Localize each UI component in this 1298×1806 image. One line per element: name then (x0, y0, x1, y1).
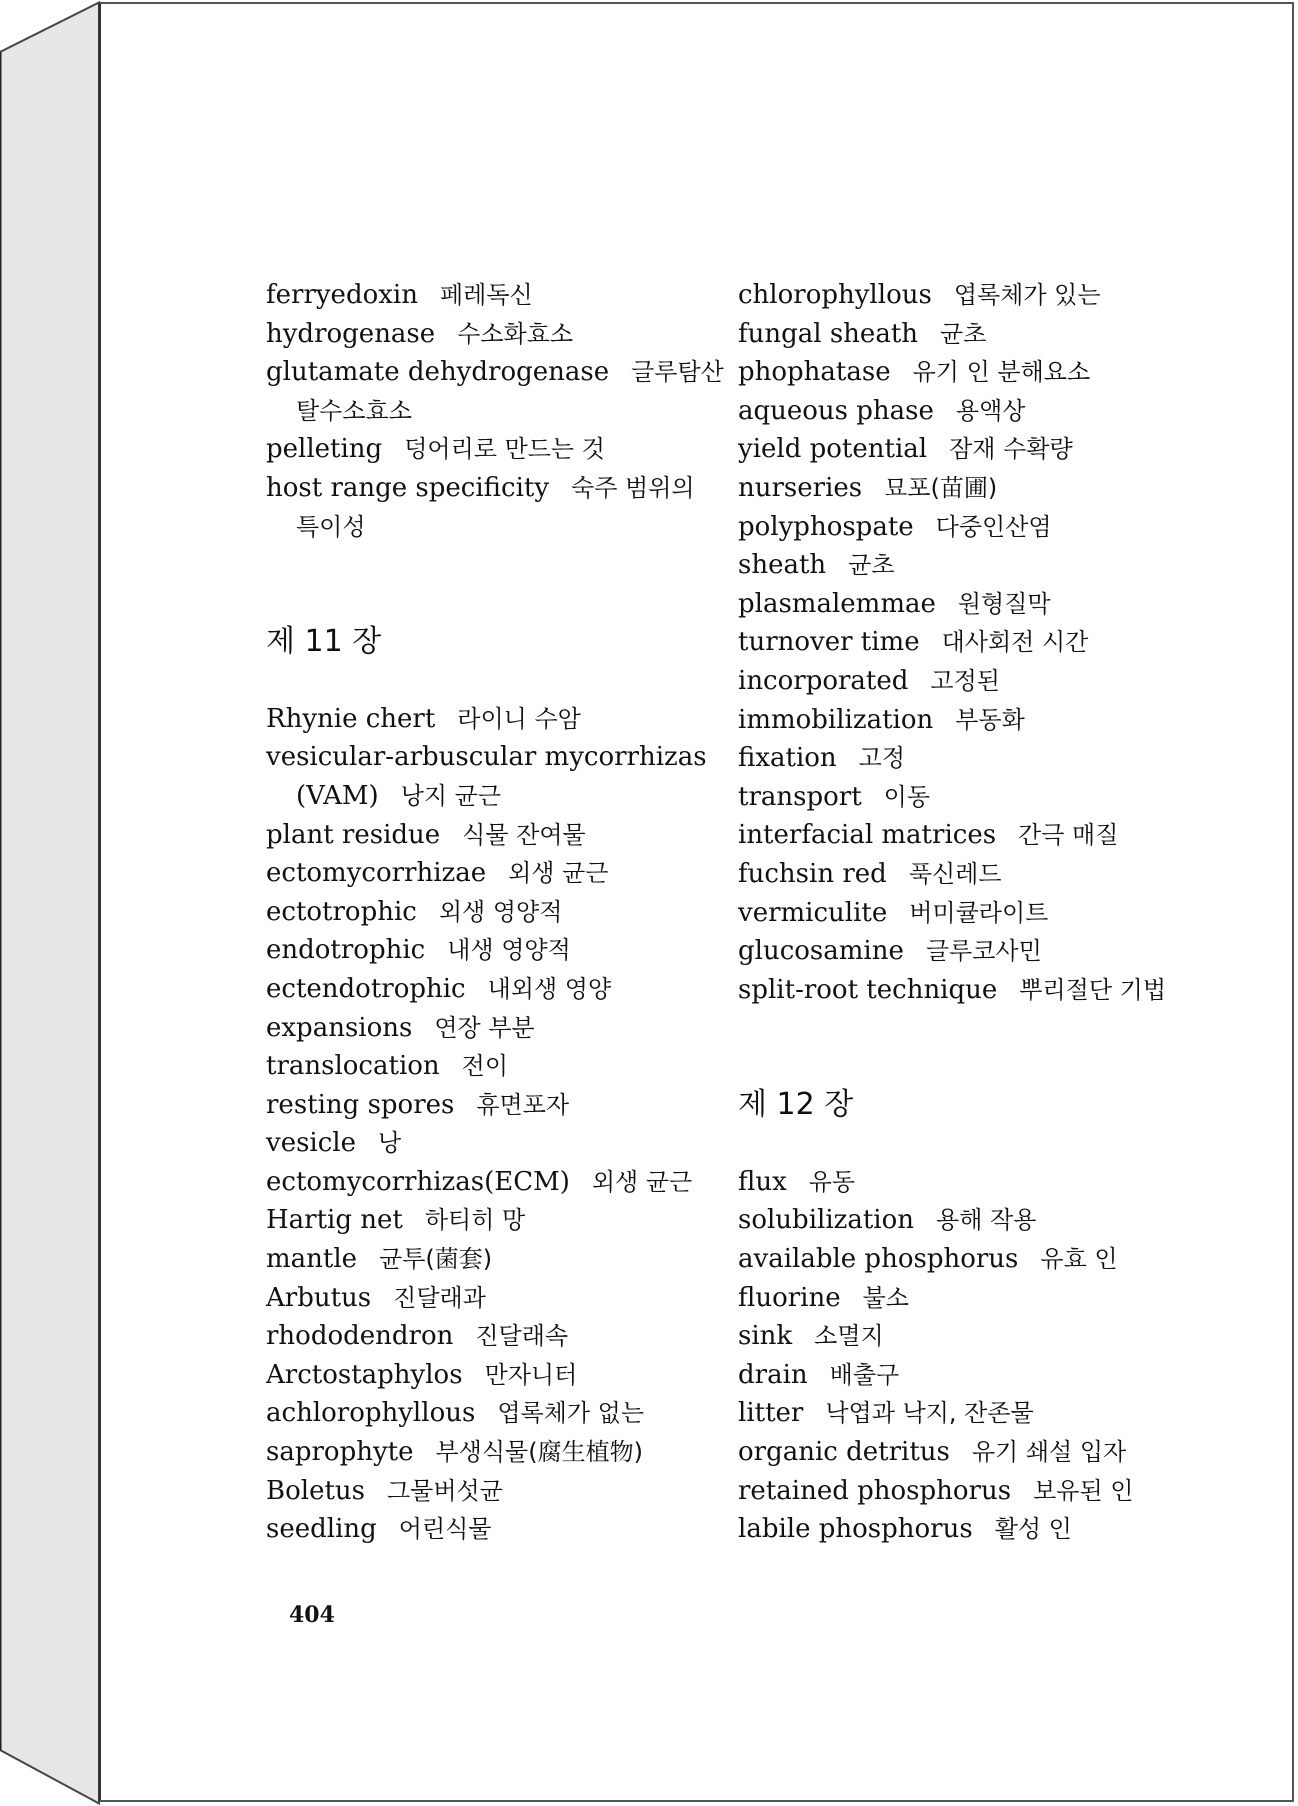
glossary-entry (266, 1472, 706, 1511)
entry-term: plasmalemmae (738, 588, 936, 619)
glossary-entry (738, 469, 1178, 508)
entry-korean: 엽록체가 없는 (497, 1399, 645, 1428)
glossary-entry (266, 1356, 706, 1395)
entry-korean: 용액상 (955, 396, 1026, 425)
entry-term: rhododendron (266, 1321, 454, 1352)
entry-term: Arbutus (266, 1282, 372, 1313)
entry-korean: 내외생 영양 (487, 974, 612, 1003)
entry-term: transport (738, 781, 862, 812)
glossary-entry (738, 971, 1178, 1010)
entry-korean: 배출구 (829, 1360, 900, 1389)
glossary-entry (738, 1240, 1178, 1279)
glossary-entry (266, 1086, 706, 1125)
entry-term: litter (738, 1398, 804, 1429)
entry-term: organic detritus (738, 1437, 950, 1468)
glossary-entry (266, 700, 706, 739)
right-top-entries (738, 276, 1178, 1009)
glossary-entry (266, 1163, 706, 1202)
entry-korean: 진달래속 (475, 1322, 569, 1351)
chapter-12-heading: 제 12 장 (738, 1087, 854, 1123)
glossary-entry (738, 1317, 1178, 1356)
entry-term: fungal sheath (738, 318, 919, 349)
entry-term: yield potential (738, 434, 928, 465)
glossary-entry (738, 894, 1178, 933)
entry-term: achlorophyllous (266, 1398, 476, 1429)
entry-term: sink (738, 1321, 793, 1352)
entry-term: (VAM) (296, 780, 379, 811)
entry-korean: 대사회전 시간 (941, 628, 1089, 657)
entry-term: fluorine (738, 1282, 841, 1313)
entry-korean: 식물 잔여물 (462, 820, 586, 849)
entry-korean: 덩어리로 만드는 것 (404, 435, 605, 464)
entry-term: Arctostaphylos (266, 1359, 463, 1390)
entry-term: glutamate dehydrogenase (266, 357, 610, 388)
glossary-entry (266, 854, 706, 893)
entry-term: aqueous phase (738, 395, 934, 426)
entry-term: fixation (738, 743, 837, 774)
page-number: 404 (289, 1602, 335, 1628)
glossary-entry (738, 778, 1178, 817)
glossary-entry (266, 893, 706, 932)
entry-korean: 그물버섯균 (387, 1476, 503, 1505)
entry-term: glucosamine (738, 936, 904, 967)
entry-korean: 묘포(苗圃) (884, 473, 998, 502)
glossary-entry (266, 1394, 706, 1433)
entry-korean: 원형질막 (957, 589, 1051, 618)
glossary-entry (738, 1201, 1178, 1240)
glossary-entry (738, 1510, 1178, 1549)
entry-term: ferryedoxin (266, 280, 418, 310)
entry-korean: 고정 (858, 744, 906, 773)
entry-term: drain (738, 1359, 808, 1390)
entry-term: interfacial matrices (738, 820, 997, 851)
entry-korean: 유효 인 (1040, 1245, 1118, 1274)
entry-term: plant residue (266, 819, 441, 850)
entry-korean: 외생 균근 (591, 1167, 693, 1196)
entry-korean: 휴면포자 (476, 1090, 570, 1119)
chapter-11-entries (266, 700, 706, 1549)
entry-term: seedling (266, 1514, 377, 1545)
right-column (738, 276, 1178, 1549)
entry-term: ectendotrophic (266, 973, 466, 1004)
entry-korean: 유동 (808, 1167, 856, 1196)
entry-korean: 뿌리절단 기법 (1019, 975, 1167, 1004)
entry-term: expansions (266, 1012, 413, 1043)
entry-korean: 하티히 망 (424, 1206, 526, 1235)
glossary-entry (738, 1279, 1178, 1318)
entry-korean: 균초 (940, 319, 987, 348)
glossary-entry (266, 276, 706, 315)
glossary-entry (738, 392, 1178, 431)
entry-korean: 부생식물(腐生植物) (435, 1438, 643, 1467)
glossary-entry (266, 1009, 706, 1048)
entry-korean: 내생 영양적 (447, 936, 571, 965)
left-top-entries (266, 276, 724, 546)
entry-korean: 특이성 (296, 512, 366, 541)
entry-term: translocation (266, 1051, 440, 1082)
entry-term: incorporated (738, 665, 909, 696)
glossary-entry (738, 546, 1178, 585)
glossary-entry (738, 855, 1178, 894)
entry-korean: 소멸지 (814, 1322, 884, 1351)
entry-korean: 전이 (461, 1052, 509, 1081)
entry-term: vesicle (266, 1128, 356, 1159)
entry-korean: 엽록체가 있는 (953, 281, 1101, 309)
glossary-entry (266, 738, 706, 777)
entry-term: ectomycorrhizas(ECM) (266, 1166, 570, 1197)
glossary-entry (266, 1240, 706, 1279)
entry-term: available phosphorus (738, 1244, 1019, 1275)
entry-term: Boletus (266, 1475, 365, 1506)
entry-continuation (266, 508, 706, 547)
chapter-11-heading: 제 11 장 (266, 624, 382, 660)
entry-korean: 활성 인 (994, 1515, 1072, 1544)
entry-term: split-root technique (738, 974, 998, 1005)
glossary-entry (738, 1356, 1178, 1395)
glossary-entry (266, 1433, 706, 1472)
entry-korean: 불소 (862, 1283, 909, 1312)
glossary-entry (266, 970, 706, 1009)
entry-korean: 글루코사민 (925, 937, 1042, 966)
entry-term: labile phosphorus (738, 1514, 973, 1545)
entry-korean: 다중인산염 (935, 512, 1052, 541)
entry-term: Hartig net (266, 1205, 403, 1236)
glossary-entry (266, 1047, 706, 1086)
entry-korean: 외생 영양적 (438, 897, 563, 926)
glossary-entry (738, 701, 1178, 740)
entry-term: retained phosphorus (738, 1475, 1012, 1506)
entry-term: sheath (738, 550, 827, 581)
entry-korean: 외생 균근 (508, 859, 609, 888)
entry-term: phophatase (738, 357, 891, 388)
entry-continuation (266, 392, 706, 431)
entry-term: saprophyte (266, 1437, 414, 1468)
entry-term: Rhynie chert (266, 703, 436, 734)
glossary-entry (738, 623, 1178, 662)
entry-korean: 만자니터 (484, 1360, 578, 1389)
glossary-entry (738, 585, 1178, 624)
glossary-entry (266, 353, 724, 392)
entry-korean: 수소화효소 (457, 319, 574, 348)
left-column (266, 276, 724, 1549)
entry-korean: 어린식물 (398, 1515, 492, 1544)
glossary-entry (738, 739, 1178, 778)
entry-term: mantle (266, 1244, 358, 1275)
entry-korean: 낭 (378, 1129, 402, 1158)
entry-term: endotrophic (266, 935, 426, 966)
glossary-entry (738, 816, 1178, 855)
entry-korean: 고정된 (930, 666, 1000, 695)
entry-korean: 유기 인 분해요소 (912, 358, 1091, 387)
glossary-entry (266, 1201, 706, 1240)
entry-korean: 라이니 수암 (457, 704, 581, 733)
entry-term: pelleting (266, 434, 383, 465)
glossary-entry (738, 315, 1178, 354)
entry-term: solubilization (738, 1205, 915, 1236)
book-spine (0, 0, 100, 1806)
glossary-entry (738, 1394, 1178, 1433)
glossary-entry (266, 1317, 706, 1356)
entry-korean: 숙주 범위의 (571, 473, 695, 502)
glossary-entry (738, 1163, 1178, 1202)
entry-term: ectomycorrhizae (266, 858, 487, 889)
glossary-entry (738, 662, 1178, 701)
entry-korean: 페레독신 (439, 281, 533, 309)
glossary-entry (738, 276, 1178, 315)
entry-term: fuchsin red (738, 858, 887, 889)
glossary-entry (738, 1472, 1178, 1511)
glossary-entry (738, 353, 1178, 392)
entry-term: polyphospate (738, 511, 914, 542)
glossary-entry (266, 931, 706, 970)
entry-term: vermiculite (738, 897, 888, 928)
glossary-entry (738, 932, 1178, 971)
glossary-entry (266, 430, 706, 469)
entry-korean: 유기 쇄설 입자 (971, 1438, 1127, 1467)
entry-korean: 잠재 수확량 (949, 435, 1073, 464)
glossary-entry (738, 508, 1178, 547)
entry-korean: 보유된 인 (1033, 1476, 1134, 1505)
entry-korean: 균투(菌套) (379, 1245, 493, 1274)
entry-korean: 간극 매질 (1018, 821, 1119, 850)
entry-term: resting spores (266, 1089, 455, 1120)
entry-korean: 진달래과 (393, 1283, 486, 1312)
entry-term: immobilization (738, 704, 934, 735)
entry-term: nurseries (738, 472, 863, 503)
entry-term: host range specificity (266, 472, 550, 503)
glossary-entry (266, 1124, 706, 1163)
entry-term: vesicular-arbuscular mycorrhizas (266, 742, 707, 773)
glossary-entry (266, 315, 706, 354)
entry-korean: 용해 작용 (936, 1206, 1037, 1235)
entry-korean: 이동 (883, 782, 931, 811)
glossary-entry (266, 1510, 706, 1549)
entry-korean: 연장 부분 (434, 1013, 535, 1042)
entry-korean: 낭지 균근 (400, 781, 502, 810)
entry-term: hydrogenase (266, 318, 436, 349)
entry-korean: 푹신레드 (908, 859, 1002, 888)
glossary-entry (738, 430, 1178, 469)
glossary-entry (738, 1433, 1178, 1472)
glossary-entry (266, 816, 706, 855)
entry-korean: 균초 (848, 551, 895, 580)
entry-korean: 낙엽과 낙지, 잔존물 (825, 1399, 1034, 1428)
entry-korean: 탈수소효소 (296, 396, 412, 425)
entry-korean: 버미큘라이트 (909, 898, 1049, 927)
entry-korean: 글루탐산 (631, 358, 724, 387)
entry-term: chlorophyllous (738, 280, 932, 310)
glossary-entry (266, 1279, 706, 1318)
entry-continuation (266, 777, 706, 816)
entry-korean: 부동화 (955, 705, 1025, 734)
glossary-entry (266, 469, 706, 508)
entry-term: turnover time (738, 627, 920, 658)
entry-term: ectotrophic (266, 896, 417, 927)
chapter-12-entries (738, 1163, 1178, 1549)
entry-term: flux (738, 1166, 787, 1197)
